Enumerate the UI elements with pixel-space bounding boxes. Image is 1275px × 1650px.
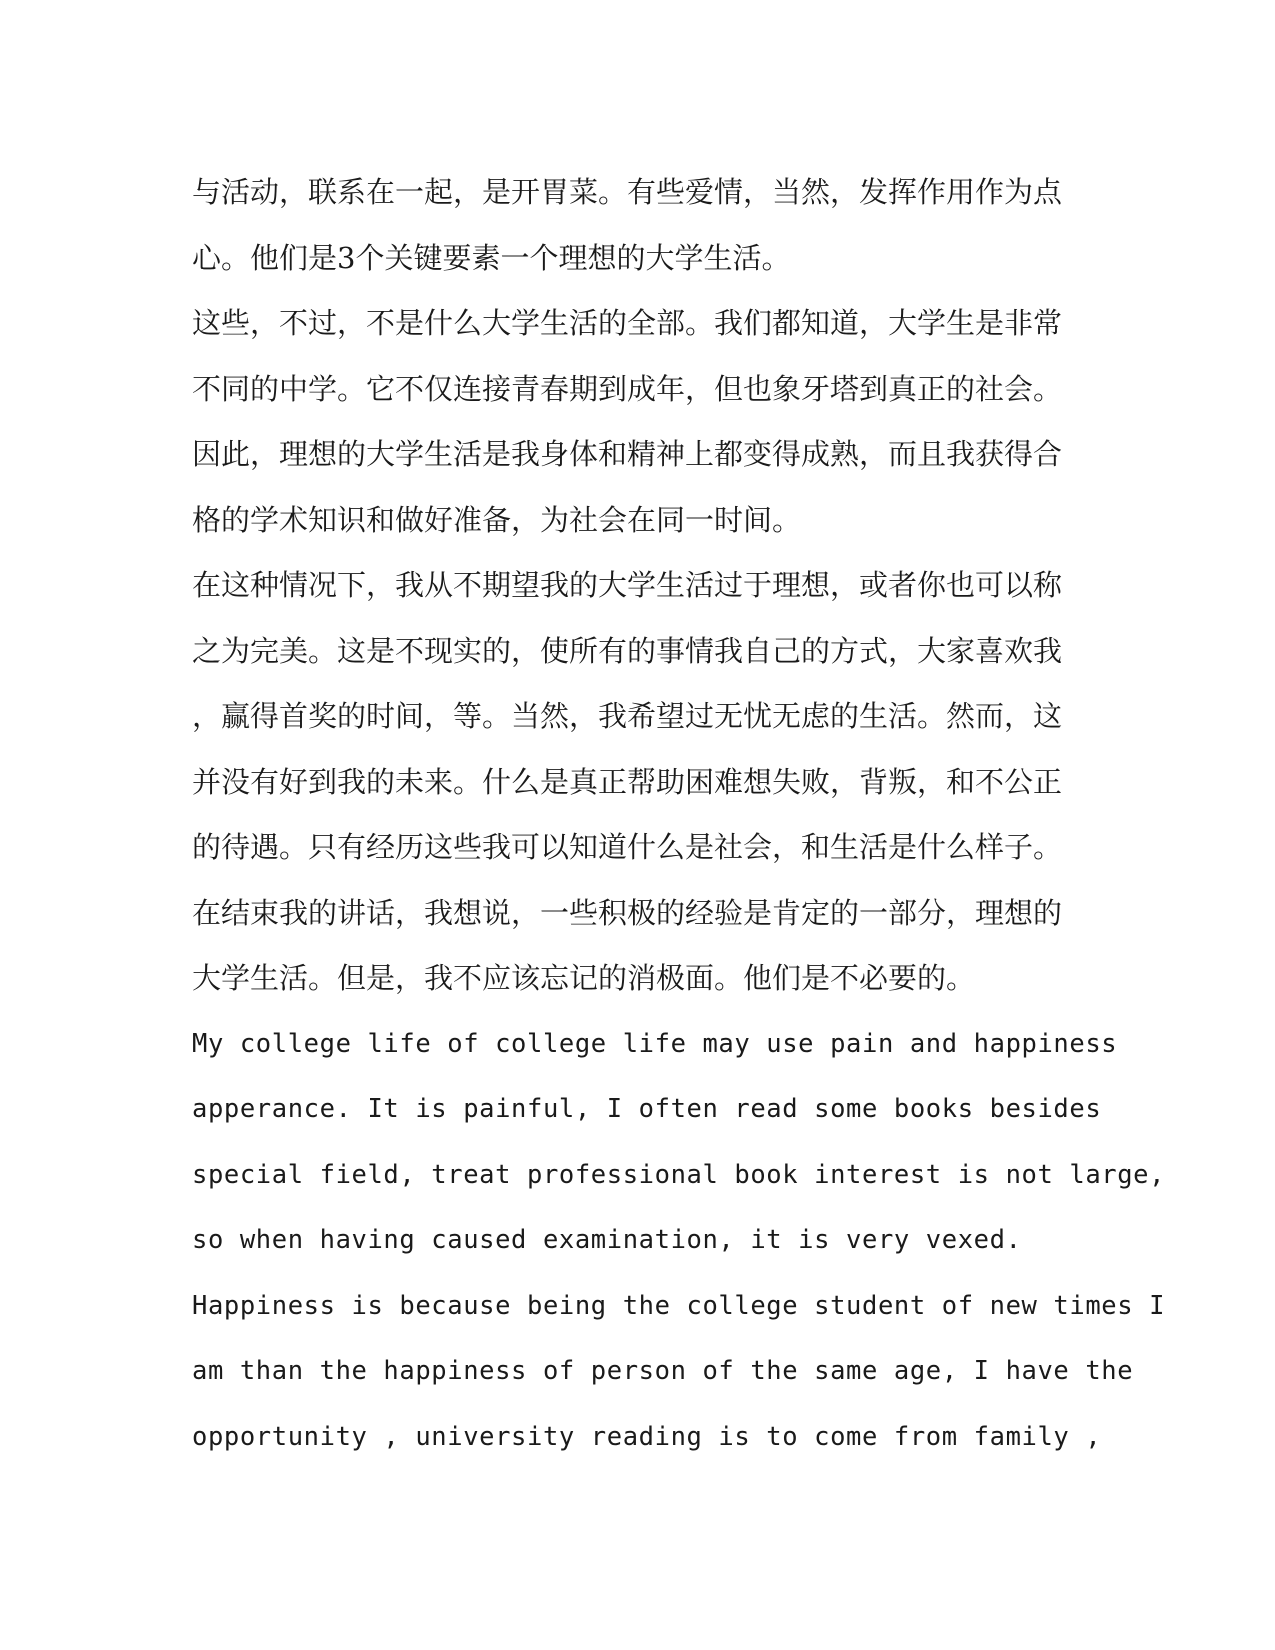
text-line: 不同的中学。它不仅连接青春期到成年，但也象牙塔到真正的社会。	[192, 371, 1063, 406]
text-line: 这些，不过，不是什么大学生活的全部。我们都知道，大学生是非常	[192, 306, 1063, 340]
text-line: 在结束我的讲话，我想说，一些积极的经验是肯定的一部分，理想的	[192, 895, 1063, 930]
text-line: ，赢得首奖的时间，等。当然，我希望过无忧无虑的生活。然而，这	[192, 699, 1063, 733]
text-line: Happiness is because being the college student of new times I	[192, 1290, 1166, 1321]
text-line: apperance. It is painful, I often read some books besides	[192, 1094, 1102, 1124]
text-line: 在这种情况下，我从不期望我的大学生活过于理想，或者你也可以称	[192, 568, 1063, 602]
text-line: 的待遇。只有经历这些我可以知道什么是社会，和生活是什么样子。	[192, 830, 1063, 864]
text-line: am than the happiness of person of the same age, I have the	[192, 1356, 1134, 1386]
text-line: opportunity , university reading is to come from family ,	[192, 1421, 1102, 1452]
text-line: 心。他们是3个关键要素一个理想的大学生活。	[192, 240, 791, 275]
text-line: 大学生活。但是，我不应该忘记的消极面。他们是不必要的。	[192, 961, 976, 995]
text-line: 之为完美。这是不现实的，使所有的事情我自己的方式，大家喜欢我	[192, 633, 1063, 668]
document-body	[192, 160, 1166, 1470]
text-line: 并没有好到我的未来。什么是真正帮助困难想失败，背叛，和不公正	[192, 764, 1063, 799]
text-line: My college life of college life may use pain and happiness	[192, 1028, 1118, 1059]
text-line: so when having caused examination, it is very vexed.	[192, 1225, 1022, 1255]
text-line: 与活动，联系在一起，是开胃菜。有些爱情，当然，发挥作用作为点	[192, 175, 1063, 209]
text-line: special field, treat professional book interest is not large,	[192, 1159, 1166, 1190]
text-line: 格的学术知识和做好准备，为社会在同一时间。	[192, 502, 802, 537]
text-line: 因此，理想的大学生活是我身体和精神上都变得成熟，而且我获得合	[192, 437, 1063, 471]
